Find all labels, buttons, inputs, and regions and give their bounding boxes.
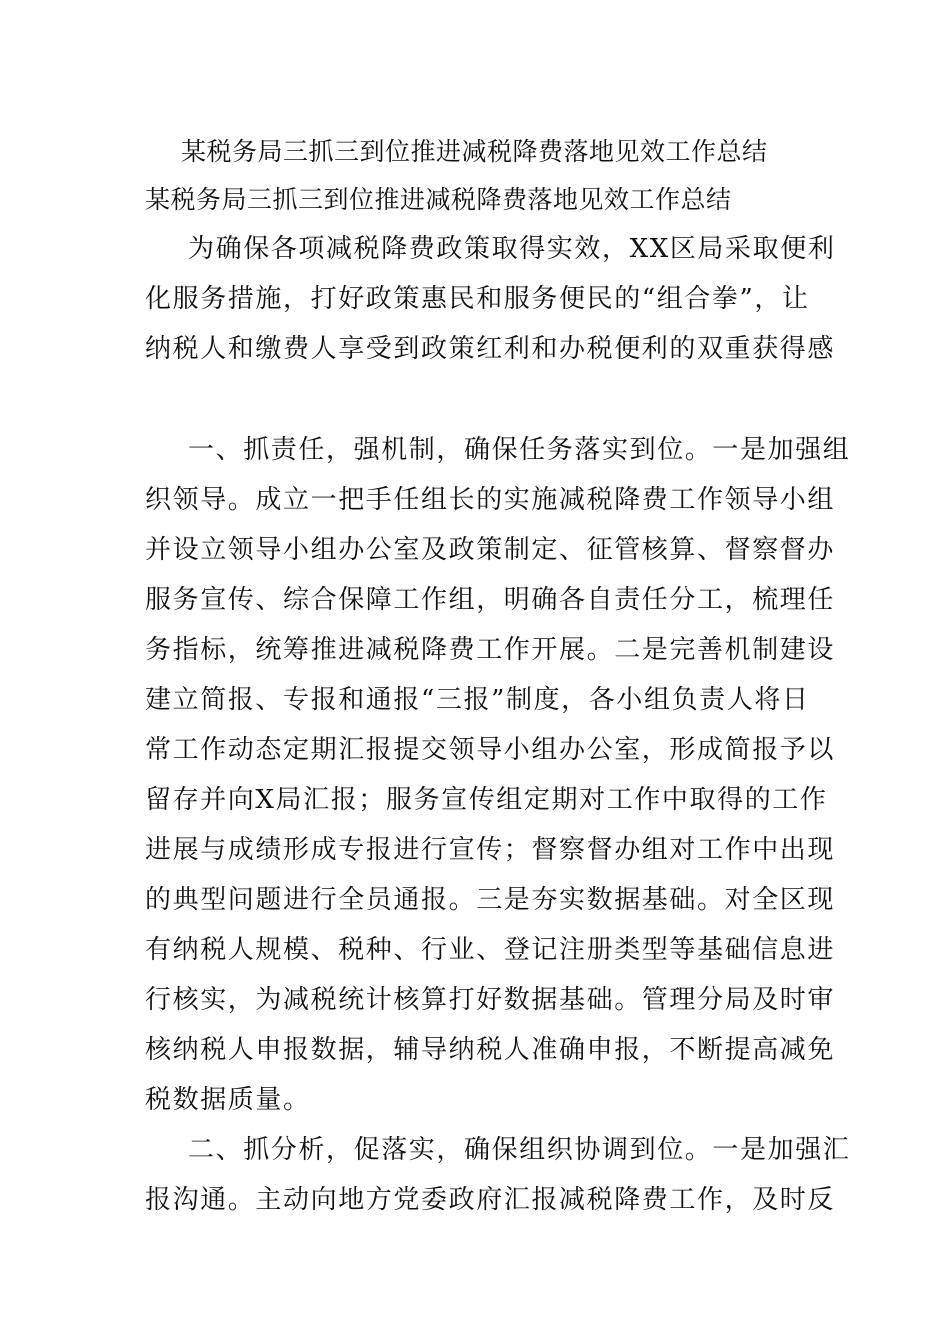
paragraph-2-line-12: 行核实，为减税统计核算打好数据基础。管理分局及时审 [145,985,836,1015]
paragraph-3-line-2: 报沟通。主动向地方党委政府汇报减税降费工作，及时反 [145,1185,836,1215]
paragraph-2-line-10: 的典型问题进行全员通报。三是夯实数据基础。对全区现 [145,885,836,915]
paragraph-2-line-11: 有纳税人规模、税种、行业、登记注册类型等基础信息进 [145,935,836,965]
paragraph-2-line-7: 常工作动态定期汇报提交领导小组办公室，形成简报予以 [145,735,836,765]
paragraph-2-line-9: 进展与成绩形成专报进行宣传；督察督办组对工作中出现 [145,835,836,865]
paragraph-1-line-2: 化服务措施，打好政策惠民和服务便民的“组合拳”，让 [145,284,810,314]
paragraph-2-line-3: 并设立领导小组办公室及政策制定、征管核算、督察督办 [145,535,836,565]
paragraph-2-line-14: 税数据质量。 [145,1085,311,1115]
paragraph-2-line-13: 核纳税人申报数据，辅导纳税人准确申报，不断提高减免 [145,1035,836,1065]
paragraph-1-line-3: 纳税人和缴费人享受到政策红利和办税便利的双重获得感 [145,334,836,364]
paragraph-2-line-5: 务指标，统筹推进减税降费工作开展。二是完善机制建设 [145,635,836,665]
paragraph-2-line-1: 一、抓责任，强机制，确保任务落实到位。一是加强组 [188,435,851,465]
document-title: 某税务局三抓三到位推进减税降费落地见效工作总结 [181,137,768,166]
paragraph-3-line-1: 二、抓分析，促落实，确保组织协调到位。一是加强汇 [188,1135,851,1165]
paragraph-2-line-4: 服务宣传、综合保障工作组，明确各自责任分工，梳理任 [145,585,836,615]
document-title-repeat: 某税务局三抓三到位推进减税降费落地见效工作总结 [145,185,732,214]
paragraph-2-line-2: 织领导。成立一把手任组长的实施减税降费工作领导小组 [145,485,836,515]
paragraph-1-line-1: 为确保各项减税降费政策取得实效，XX区局采取便利 [188,234,836,264]
paragraph-2-line-8: 留存并向X局汇报；服务宣传组定期对工作中取得的工作 [145,785,828,815]
paragraph-2-line-6: 建立简报、专报和通报“三报”制度，各小组负责人将日 [145,685,810,715]
